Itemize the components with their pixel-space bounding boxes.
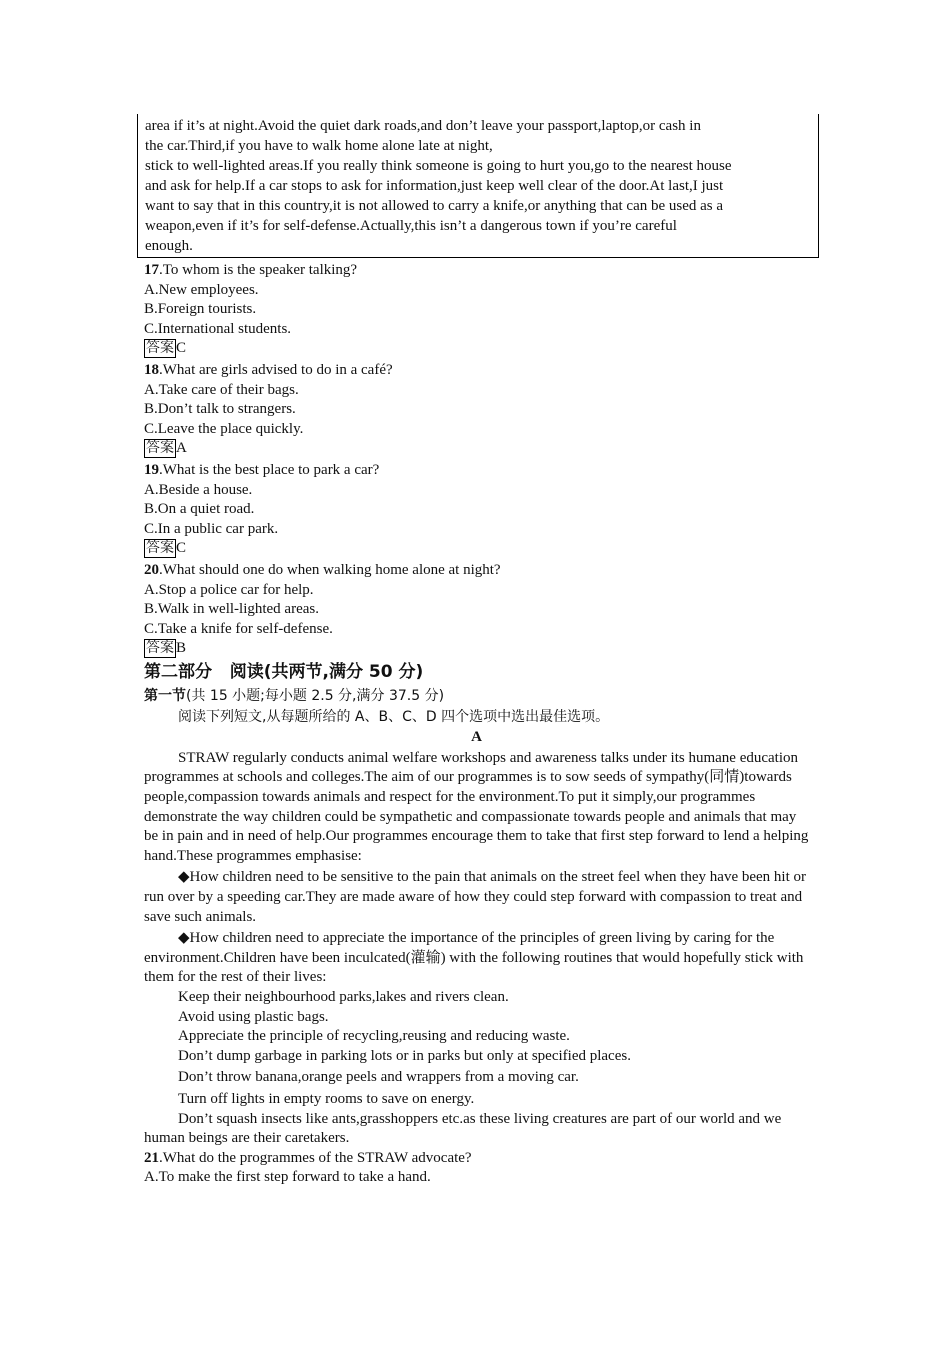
option-a: A.Stop a police car for help. — [144, 581, 314, 598]
question-stem — [144, 561, 809, 581]
option-a: A.Take care of their bags. — [144, 381, 299, 398]
option-c: C.In a public car park. — [144, 520, 279, 537]
transcript-line: the car.Third,if you have to walk home alone late at night, — [145, 138, 493, 154]
answer-value: C — [176, 540, 187, 557]
question-number: 18 — [144, 361, 159, 378]
routine-item: Don’t dump garbage in parking lots or in parks but only at specified places. — [178, 1047, 631, 1064]
answer-value: A — [176, 440, 187, 457]
option-a: A.Beside a house. — [144, 481, 253, 498]
question-text: .To whom is the speaker talking? — [159, 262, 358, 278]
section-rest: (共 15 小题;每小题 2.5 分,满分 37.5 分) — [186, 687, 445, 704]
option-a: A.To make the first step forward to take a hand. — [144, 1169, 431, 1186]
answer-row — [144, 439, 809, 459]
question-text: .What are girls advised to do in a café? — [159, 361, 393, 378]
question-19 — [144, 461, 809, 559]
answer-label-box: 答案 — [146, 640, 174, 657]
answer-value: B — [176, 640, 187, 657]
section-head: 第一节 — [144, 687, 186, 704]
routine-item: Turn off lights in empty rooms to save on energy. — [178, 1090, 475, 1107]
passage-bullet-2: ◆How children need to appreciate the importance of the principles of green living by caring for the environment.Children have been inculcated(灌输) with the following routines that would hopefully stick with them for the rest of their lives: — [144, 930, 804, 986]
answer-row — [144, 539, 809, 559]
answer-row — [144, 339, 809, 359]
part-title-head: 第二部分 — [144, 661, 212, 682]
option-b: B.Don’t talk to strangers. — [144, 401, 296, 418]
part-title-rest: 阅读(共两节,满分 50 分) — [229, 661, 424, 682]
option-c: C.International students. — [144, 320, 292, 337]
question-stem — [144, 361, 809, 381]
option-c: C.Leave the place quickly. — [144, 420, 304, 437]
question-20 — [144, 561, 809, 659]
routine-item: Keep their neighbourhood parks,lakes and rivers clean. — [178, 989, 509, 1005]
option-b: B.On a quiet road. — [144, 501, 255, 518]
answer-label-box: 答案 — [146, 440, 174, 457]
option-b: B.Walk in well-lighted areas. — [144, 601, 319, 618]
instruction: 阅读下列短文,从每题所给的 A、B、C、D 四个选项中选出最佳选项。 — [178, 708, 610, 725]
question-stem — [144, 461, 809, 481]
answer-label-box: 答案 — [146, 540, 174, 557]
option-a: A.New employees. — [144, 281, 259, 298]
listening-transcript-box — [137, 114, 819, 258]
passage-intro: STRAW regularly conducts animal welfare workshops and awareness talks under its humane education programmes at schools and colleges.The aim of our programmes is to sow seeds of sympathy(同情)towards people,compassion towards animals and respect for the environment.To put it simply,our programmes demonstrate the way children could be sympathetic and compassionate towards people and animals that may be in pain and in need of help.Our programmes encourage them to take that first step forward to lend a helping hand.These programmes emphasise: — [144, 749, 809, 864]
option-c: C.Take a knife for self-defense. — [144, 620, 333, 637]
question-number: 20 — [144, 561, 159, 578]
transcript-line: area if it’s at night.Avoid the quiet dark roads,and don’t leave your passport,laptop,or cash in — [145, 118, 701, 134]
option-b: B.Foreign tourists. — [144, 301, 257, 318]
question-stem — [144, 261, 809, 281]
question-17 — [144, 261, 809, 359]
transcript-line: weapon,even if it’s for self-defense.Actually,this isn’t a dangerous town if you’re careful — [145, 218, 677, 234]
question-number: 19 — [144, 461, 159, 478]
transcript-line: and ask for help.If a car stops to ask for information,just keep well clear of the door.At last,I just — [145, 178, 724, 194]
question-stem — [144, 1149, 809, 1169]
question-text: .What is the best place to park a car? — [159, 461, 380, 478]
question-number: 17 — [144, 262, 159, 278]
question-text: .What should one do when walking home alone at night? — [159, 561, 501, 578]
routine-item: Avoid using plastic bags. — [178, 1008, 329, 1025]
routine-item: Don’t throw banana,orange peels and wrappers from a moving car. — [178, 1069, 579, 1086]
question-number: 21 — [144, 1149, 159, 1166]
question-text: .What do the programmes of the STRAW advocate? — [159, 1149, 472, 1166]
transcript-line: want to say that in this country,it is not allowed to carry a knife,or anything that can be used as a — [145, 198, 724, 214]
question-21 — [144, 1149, 809, 1188]
transcript-line: stick to well-lighted areas.If you really think someone is going to hurt you,go to the nearest house — [145, 158, 732, 174]
main-content — [144, 261, 809, 1188]
passage-bullet-1: ◆How children need to be sensitive to the pain that animals on the street feel when they have been hit or run over by a speeding car.They are made aware of how they could step forward with compassion to treat and save such animals. — [144, 869, 807, 925]
part-title — [144, 659, 809, 685]
answer-row — [144, 639, 809, 659]
routine-item: Appreciate the principle of recycling,reusing and reducing waste. — [178, 1028, 570, 1045]
passage-label: A — [471, 728, 482, 745]
transcript-line: enough. — [145, 238, 193, 254]
question-18 — [144, 361, 809, 459]
answer-label-box: 答案 — [146, 340, 174, 357]
section-title — [144, 685, 809, 707]
answer-value: C — [176, 340, 187, 357]
routine-item-last: Don’t squash insects like ants,grasshoppers etc.as these living creatures are part of our world and we human beings are their caretakers. — [144, 1110, 782, 1147]
